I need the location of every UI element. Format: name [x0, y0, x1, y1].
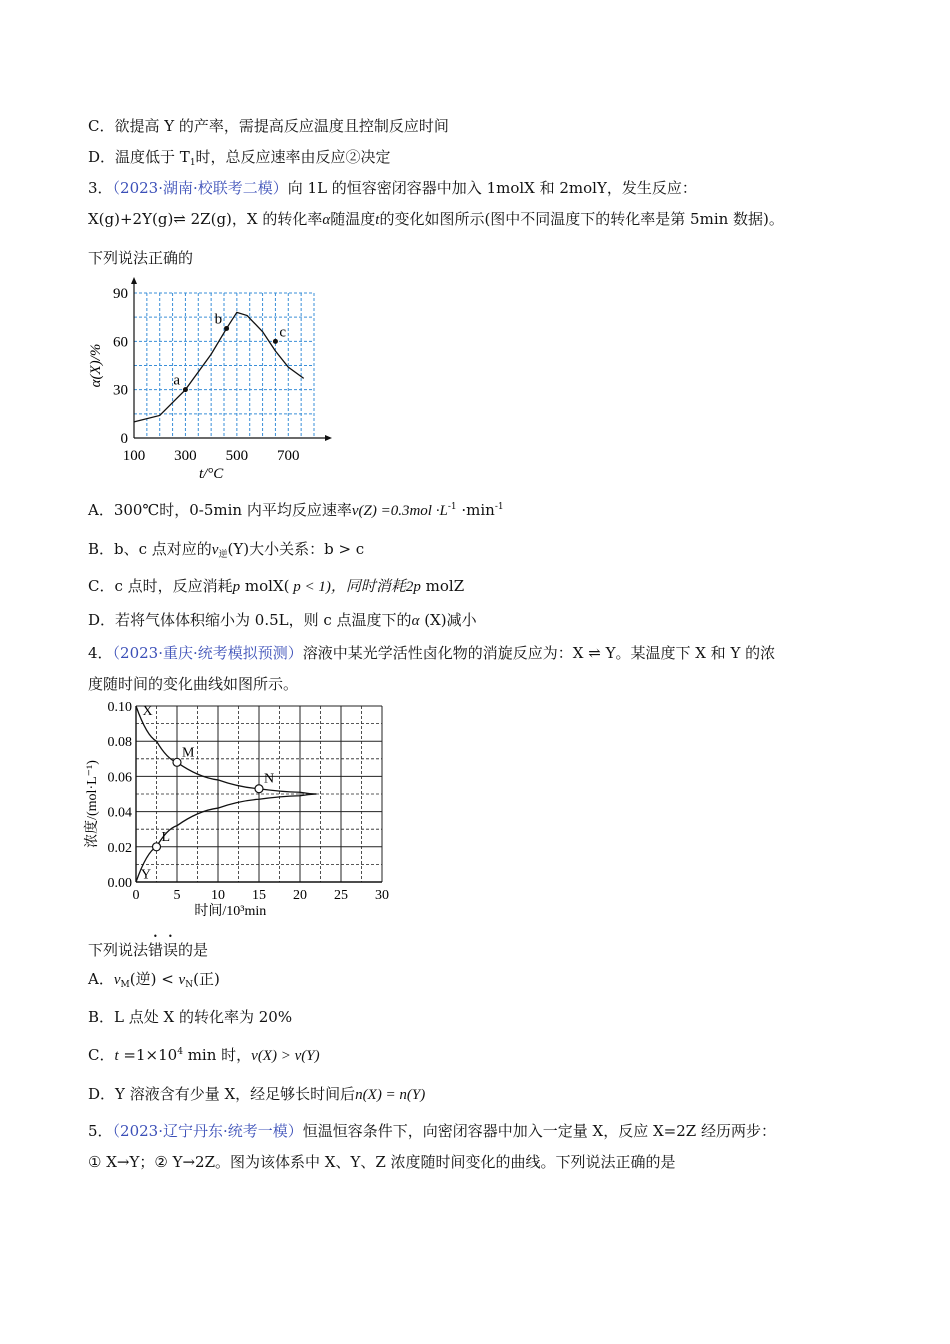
question-3-equation: X(g)+2Y(g)⇌ 2Z(g)，X 的转化率α随温度t的变化如图所示(图中不同温度下的转化率是第 5min 数据)。: [88, 210, 784, 228]
point-label-c: c: [279, 324, 287, 341]
y-axis-label: α(X)/%: [88, 343, 104, 388]
question-5-header: 5．（2023·辽宁丹东·统考一模）恒温恒容条件下，向密闭容器中加入一定量 X，反应 X=2Z 经历两步：: [88, 1122, 776, 1140]
question-3-option-a: A．300℃时，0-5min 内平均反应速率$v(Z) =0.3mol \cdot L^{-1} \cdot\min^{-1}$: [88, 501, 504, 519]
y-tick-label: 90: [113, 286, 128, 302]
point-N: [255, 785, 263, 793]
question-3-option-d: D．若将气体体积缩小为 0.5L，则 c 点温度下的α (X)减小: [88, 611, 477, 629]
y-tick-label: 0.08: [107, 735, 132, 751]
y-axis-label: 浓度/(mol·L⁻¹): [85, 760, 100, 848]
y-tick-label: 60: [113, 334, 128, 351]
option-d-q2: D．温度低于 $T_1$时，总反应速率由反应②决定: [88, 148, 391, 168]
point-label-M: M: [182, 745, 195, 761]
x-tick-label: 15: [252, 888, 266, 903]
question-4-option-d: D．Y 溶液含有少量 X，经足够长时间后n(X) = n(Y): [88, 1085, 426, 1103]
question-4-option-a: A．$v_M$(逆) < $v_N$(正): [88, 970, 220, 990]
series-label-Y: Y: [140, 867, 152, 883]
y-tick-label: 0.06: [107, 770, 132, 786]
y-tick-label: 0.10: [107, 700, 132, 715]
point-label-a: a: [173, 372, 181, 389]
x-tick-label: 30: [375, 888, 389, 903]
y-tick-label: 30: [113, 382, 128, 399]
x-axis-arrow: [325, 435, 332, 441]
point-b: [224, 326, 229, 331]
point-label-N: N: [264, 771, 275, 787]
question-4-prompt: 下列说法错误的是: [88, 941, 209, 959]
question-3-source: （2023·湖南·校联考二模）: [112, 179, 288, 197]
point-a: [183, 387, 188, 392]
x-tick-label: 5: [173, 888, 181, 903]
x-axis-label: 时间/10³min: [194, 904, 267, 919]
question-5-steps: ① X→Y；② Y→2Z。图为该体系中 X、Y、Z 浓度随时间变化的曲线。下列说法正确的是: [88, 1153, 676, 1171]
x-tick-label: 20: [293, 888, 307, 903]
x-tick-label: 300: [174, 448, 197, 464]
y-axis-arrow: [131, 277, 137, 284]
y-tick-label: 0.00: [107, 876, 132, 891]
point-label-b: b: [214, 311, 223, 328]
option-c-q2: C．欲提高 Y 的产率，需提高反应温度且控制反应时间: [88, 117, 449, 135]
question-3-option-c: C．c 点时，反应消耗p molX( p < 1)，同时消耗2p molZ: [88, 577, 465, 595]
series-label-X: X: [142, 703, 153, 719]
question-4-source: （2023·重庆·统考模拟预测）: [112, 644, 303, 662]
conversion-vs-temperature-chart: [90, 276, 350, 486]
x-tick-label: 25: [334, 888, 348, 903]
x-tick-label: 0: [132, 888, 140, 903]
question-3-option-b: B．b、c 点对应的$v_逆(Y)$大小关系：b > c: [88, 540, 365, 560]
x-tick-label: 10: [211, 888, 225, 903]
question-5-source: （2023·辽宁丹东·统考一模）: [112, 1122, 303, 1140]
x-tick-label: 700: [277, 448, 300, 464]
question-3-header: 3．（2023·湖南·校联考二模）向 1L 的恒容密闭容器中加入 1molX 和 2molY，发生反应：: [88, 179, 697, 197]
point-label-L: L: [161, 829, 171, 845]
curve-X: [136, 703, 316, 794]
concentration-vs-time-chart: [86, 700, 406, 922]
x-axis-label: t/°C: [198, 466, 224, 482]
y-tick-label: 0.02: [107, 840, 132, 856]
question-4-header-cont: 度随时间的变化曲线如图所示。: [88, 675, 299, 693]
y-tick-label: 0.04: [107, 805, 132, 821]
point-c: [273, 339, 278, 344]
x-tick-label: 100: [122, 448, 146, 464]
y-tick-label: 0: [120, 431, 128, 447]
question-4-header: 4．（2023·重庆·统考模拟预测）溶液中某光学活性卤化物的消旋反应为：X ⇌ Y。某温度下 X 和 Y 的浓: [88, 644, 776, 662]
question-4-option-b: B．L 点处 X 的转化率为 20%: [88, 1008, 293, 1026]
question-3-prompt: 下列说法正确的: [88, 249, 194, 267]
point-L: [153, 843, 161, 851]
emphasis-word: 错误: [148, 941, 179, 959]
x-tick-label: 500: [225, 448, 249, 464]
question-4-option-c: C．$t =1\times 10^4$ min 时，v(X) > v(Y): [88, 1046, 320, 1064]
point-M: [173, 758, 181, 766]
